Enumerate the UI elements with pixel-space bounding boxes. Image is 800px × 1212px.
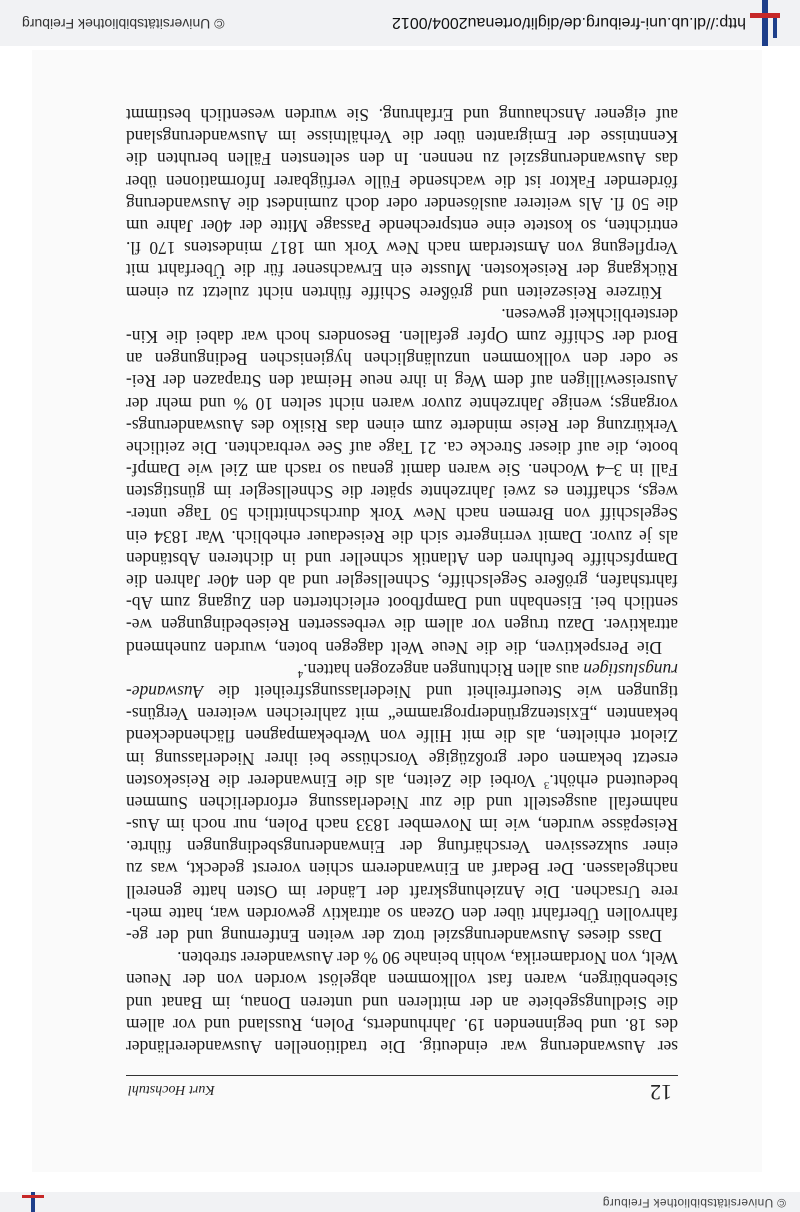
text-line xyxy=(126,903,678,925)
text-line xyxy=(126,792,678,814)
text-line xyxy=(126,281,678,303)
text-line xyxy=(126,1014,678,1036)
text-line xyxy=(126,570,678,592)
page-number: 12 xyxy=(650,1080,672,1105)
text-line xyxy=(126,770,678,792)
line-text: bekannten „Existenzgründerprogramme“ mit zahlreichen weiteren Vergüns- xyxy=(126,704,678,725)
line-text: Verkürzung der Reise minderte zum einen das Risiko des Auswanderungs- xyxy=(126,415,678,436)
body-text xyxy=(126,104,678,1058)
text-line xyxy=(126,526,678,548)
line-text: Die Perspektiven, die die Neue Welt dagegen boten, wurden zunehmend xyxy=(126,637,662,658)
line-text: einer sukzessiven Verschärfung der Einwanderungsbedingungen führte. xyxy=(126,837,678,858)
line-text: Welt, von Nordamerika, wohin beinahe 90 % der Auswanderer strebten. xyxy=(177,948,678,969)
text-line xyxy=(126,1036,678,1058)
text-line xyxy=(126,503,678,525)
line-text: sentlich bei. Eisenbahn und Dampfboot erleichterten den Zugang zum Ab- xyxy=(126,593,678,614)
text-line xyxy=(126,237,678,259)
line-text: Segelschiff von Bremen nach New York durchschnittlich 50 Tage unter- xyxy=(126,504,678,525)
text-line xyxy=(126,148,678,170)
viewer-bottom-bar xyxy=(0,0,800,46)
line-text: das Auswanderungsziel zu nennen. In den seltensten Fällen beruhten die xyxy=(126,149,678,170)
line-text: Zielort erhielten, als die mit Hilfe von Werbekampagnen flächendeckend xyxy=(126,726,678,747)
line-text: aus allen Richtungen angezogen hatten. xyxy=(303,659,584,680)
text-line xyxy=(126,437,678,459)
line-text: Siebenbürgen, waren fast vollkommen abgelöst worden von der Neuen xyxy=(126,970,678,991)
line-text: auf eigener Anschauung und Erfahrung. Sie wurden wesentlich bestimmt xyxy=(126,105,678,126)
text-line xyxy=(126,215,678,237)
text-line xyxy=(126,348,678,370)
document-url-link[interactable]: http://dl.ub.uni-freiburg.de/diglit/ortenau2004/0012 xyxy=(392,14,747,31)
text-line xyxy=(126,747,678,769)
line-text: wegs, schafften es zwei Jahrzehnte später die Schnellsegler im günstigsten xyxy=(126,482,678,503)
library-logo-icon xyxy=(750,0,780,46)
text-line xyxy=(126,814,678,836)
line-text: fördernder Faktor ist die wachsende Fülle verfügbarer Informationen über xyxy=(126,171,678,192)
viewer-top-bar xyxy=(0,1192,800,1212)
line-text: fahrvollen Überfahrt über den Ozean so attraktiv geworden war, hatte meh- xyxy=(126,903,678,924)
line-text: des 18. und beginnenden 19. Jahrhunderts, Polen, Russland und vor allem xyxy=(126,1014,678,1035)
line-text: Rückgang der Reisekosten. Musste ein Erwachsener für die Überfahrt mit xyxy=(126,260,678,281)
scanned-page xyxy=(32,50,762,1172)
line-text: nahmefall ausgestellt und die zur Niederlassung erforderlichen Summen xyxy=(126,792,678,813)
italic-term: Auswande- xyxy=(126,682,204,702)
line-text: Ausreisewilligen auf dem Weg in ihre neue Heimat den Strapazen der Rei- xyxy=(126,371,678,392)
text-line xyxy=(126,858,678,880)
line-text: rere Ursachen. Die Anziehungskraft der Länder im Osten hatte generell xyxy=(126,881,678,902)
footnote-marker[interactable]: 3 xyxy=(543,778,550,791)
line-text: Dampfschiffe befuhren den Atlantik schneller und in dichteren Abständen xyxy=(126,548,678,569)
line-text: dersterblichkeit gewesen. xyxy=(501,304,678,325)
text-line xyxy=(126,104,678,126)
text-line xyxy=(126,392,678,414)
text-line xyxy=(126,991,678,1013)
library-logo-icon xyxy=(22,1192,44,1212)
copyright-notice-top: © Universitätsbibliothek Freiburg xyxy=(602,1196,786,1210)
text-line xyxy=(126,681,678,703)
line-text: vorgangs; wenige Jahrzehnte zuvor waren nicht selten 10 % und mehr der xyxy=(126,393,678,414)
line-text: als je zuvor. Damit verringerte sich die Reisedauer erheblich. War 1834 ein xyxy=(126,526,678,547)
line-text: Vorbei die Zeiten, als die Einwanderer die Reisekosten xyxy=(126,770,544,791)
line-text: attraktiver. Dazu trugen vor allem die verbesserten Reisebedingungen we- xyxy=(126,615,678,636)
footnote-marker[interactable]: 4 xyxy=(297,667,304,680)
text-line xyxy=(126,592,678,614)
copyright-notice-bottom: © Universitätsbibliothek Freiburg xyxy=(22,16,225,32)
line-text: ser Auswanderung war eindeutig. Die traditionellen Auswandererländer xyxy=(126,1037,678,1057)
header-rule xyxy=(126,1075,678,1076)
line-text: Verpflegung von Amsterdam nach New York um 1817 mindestens 170 fl. xyxy=(126,238,678,259)
line-text: die 50 fl. Als weiterer auslösender oder doch zumindest die Auswanderung xyxy=(126,193,678,214)
line-text: ersetzt bekamen oder großzügige Vorschüsse bei ihrer Niederlassung im xyxy=(126,748,678,769)
text-line xyxy=(126,881,678,903)
text-line xyxy=(126,415,678,437)
running-head-author: Kurt Hochstuhl xyxy=(128,1082,215,1097)
line-text: Kenntnisse der Emigranten über die Verhältnisse im Auswanderungsland xyxy=(126,127,678,148)
text-line xyxy=(126,659,678,681)
text-line xyxy=(126,126,678,148)
line-text: Reisepässe wurden, wie im November 1833 nach Polen, nur noch im Aus- xyxy=(126,815,678,836)
line-text: bedeutend erhöht. xyxy=(549,770,678,791)
text-line xyxy=(126,636,678,658)
text-line xyxy=(126,304,678,326)
italic-term: rungslustigen xyxy=(583,659,678,680)
line-text: Dass dieses Auswanderungsziel trotz der weiten Entfernung und der ge- xyxy=(126,926,662,947)
text-line xyxy=(126,925,678,947)
text-line xyxy=(126,370,678,392)
text-line xyxy=(126,725,678,747)
text-line xyxy=(126,947,678,969)
text-line xyxy=(126,703,678,725)
text-line xyxy=(126,171,678,193)
line-text: die Siedlungsgebiete an der mittleren und unteren Donau, im Banat und xyxy=(126,992,678,1013)
text-line xyxy=(126,548,678,570)
text-line xyxy=(126,193,678,215)
line-text: nachgelassen. Der Bedarf an Einwanderern schien vorerst gedeckt, was zu xyxy=(126,859,678,880)
text-line xyxy=(126,614,678,636)
line-text: Fall in 3–4 Wochen. Sie waren damit genau so rasch am Ziel wie Dampf- xyxy=(126,460,678,481)
line-text: entrichten, so kostete eine entsprechende Passage Mitte der 40er Jahre um xyxy=(126,216,678,237)
line-text: Bord der Schiffe zum Opfer gefallen. Besonders hoch war dabei die Kin- xyxy=(126,327,678,347)
text-line xyxy=(126,259,678,281)
text-line xyxy=(126,836,678,858)
line-text: tigungen wie Steuerfreiheit und Niederlassungsfreiheit die xyxy=(203,682,678,702)
text-line xyxy=(126,969,678,991)
line-text: boote, die auf dieser Strecke ca. 21 Tage auf See verbrachten. Die zeitliche xyxy=(126,437,678,458)
text-line xyxy=(126,326,678,348)
text-line xyxy=(126,459,678,481)
text-line xyxy=(126,481,678,503)
line-text: fahrtshafen, größere Segelschiffe, Schnellsegler und ab den 40er Jahren die xyxy=(126,571,678,592)
line-text: Kürzere Reisezeiten und größere Schiffe führten nicht zuletzt zu einem xyxy=(126,282,662,303)
line-text: se oder den vollkommen unzulänglichen hygienischen Bedingungen an xyxy=(126,349,678,370)
